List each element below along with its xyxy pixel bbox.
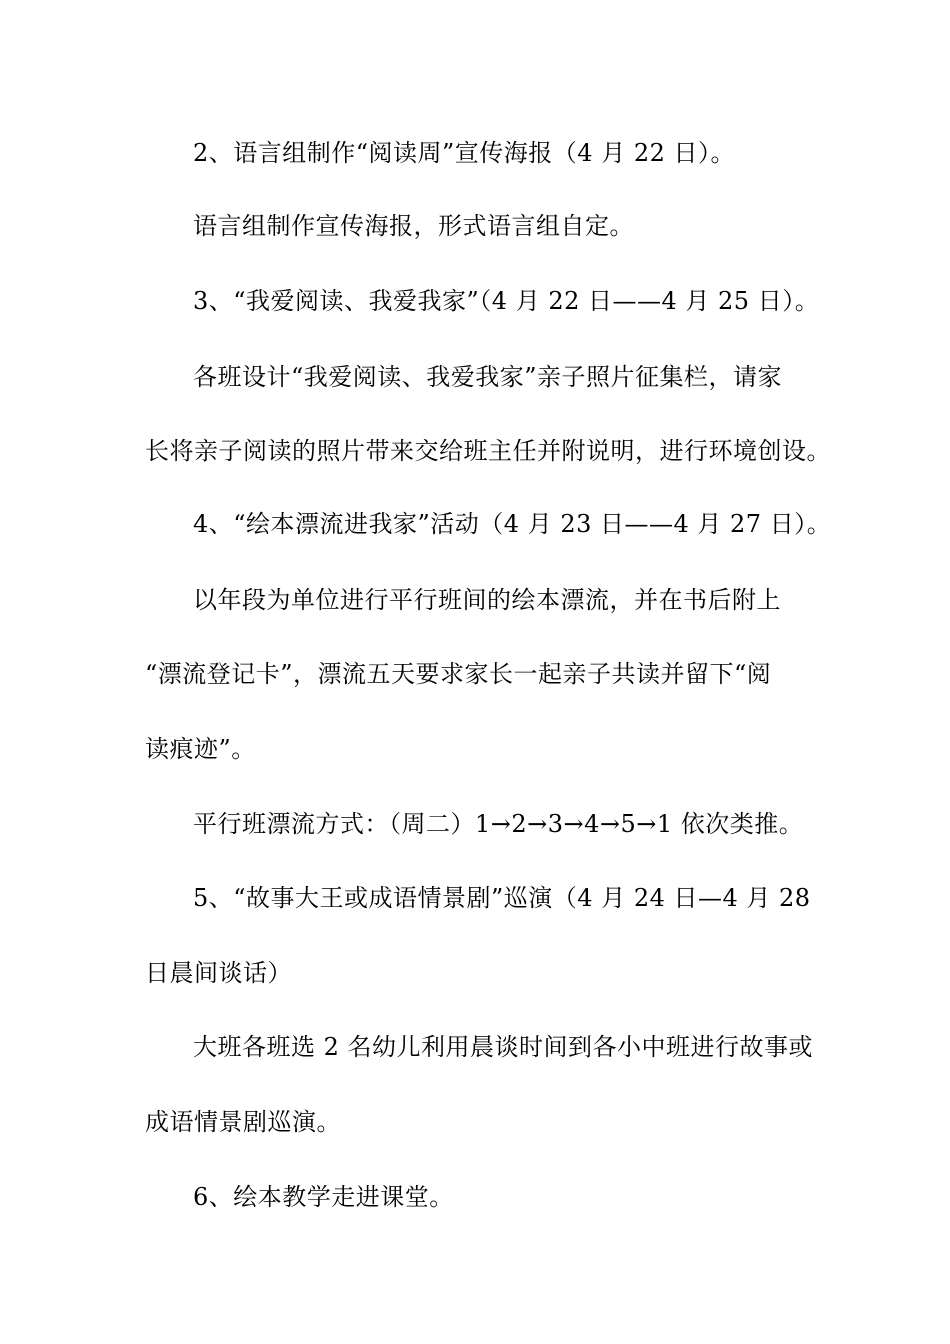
heading-item-4: 4、“绘本漂流进我家”活动（4 月 23 日——4 月 27 日）。: [193, 510, 832, 538]
paragraph-line: “漂流登记卡”，漂流五天要求家长一起亲子共读并留下“阅: [145, 660, 772, 688]
heading-item-3: 3、“我爱阅读、我爱我家”（4 月 22 日——4 月 25 日）。: [193, 287, 820, 315]
heading-item-5: 5、“故事大王或成语情景剧”巡演（4 月 24 日—4 月 28: [193, 884, 811, 912]
paragraph-line: 日晨间谈话）: [145, 959, 292, 987]
paragraph-line: 长将亲子阅读的照片带来交给班主任并附说明，进行环境创设。: [145, 437, 831, 465]
paragraph-line: 大班各班选 2 名幼儿利用晨谈时间到各小中班进行故事或: [193, 1033, 814, 1061]
paragraph-line: 读痕迹”。: [145, 735, 256, 763]
heading-item-6: 6、绘本教学走进课堂。: [193, 1183, 454, 1211]
paragraph-line: 以年段为单位进行平行班间的绘本漂流，并在书后附上: [193, 586, 781, 614]
paragraph-line: 各班设计“我爱阅读、我爱我家”亲子照片征集栏，请家: [193, 363, 783, 391]
paragraph-line: 语言组制作宣传海报，形式语言组自定。: [193, 212, 634, 240]
paragraph-line: 平行班漂流方式：（周二）1→2→3→4→5→1 依次类推。: [193, 810, 804, 838]
paragraph-line: 成语情景剧巡演。: [145, 1108, 341, 1136]
heading-item-2: 2、语言组制作“阅读周”宣传海报（4 月 22 日）。: [193, 139, 736, 167]
